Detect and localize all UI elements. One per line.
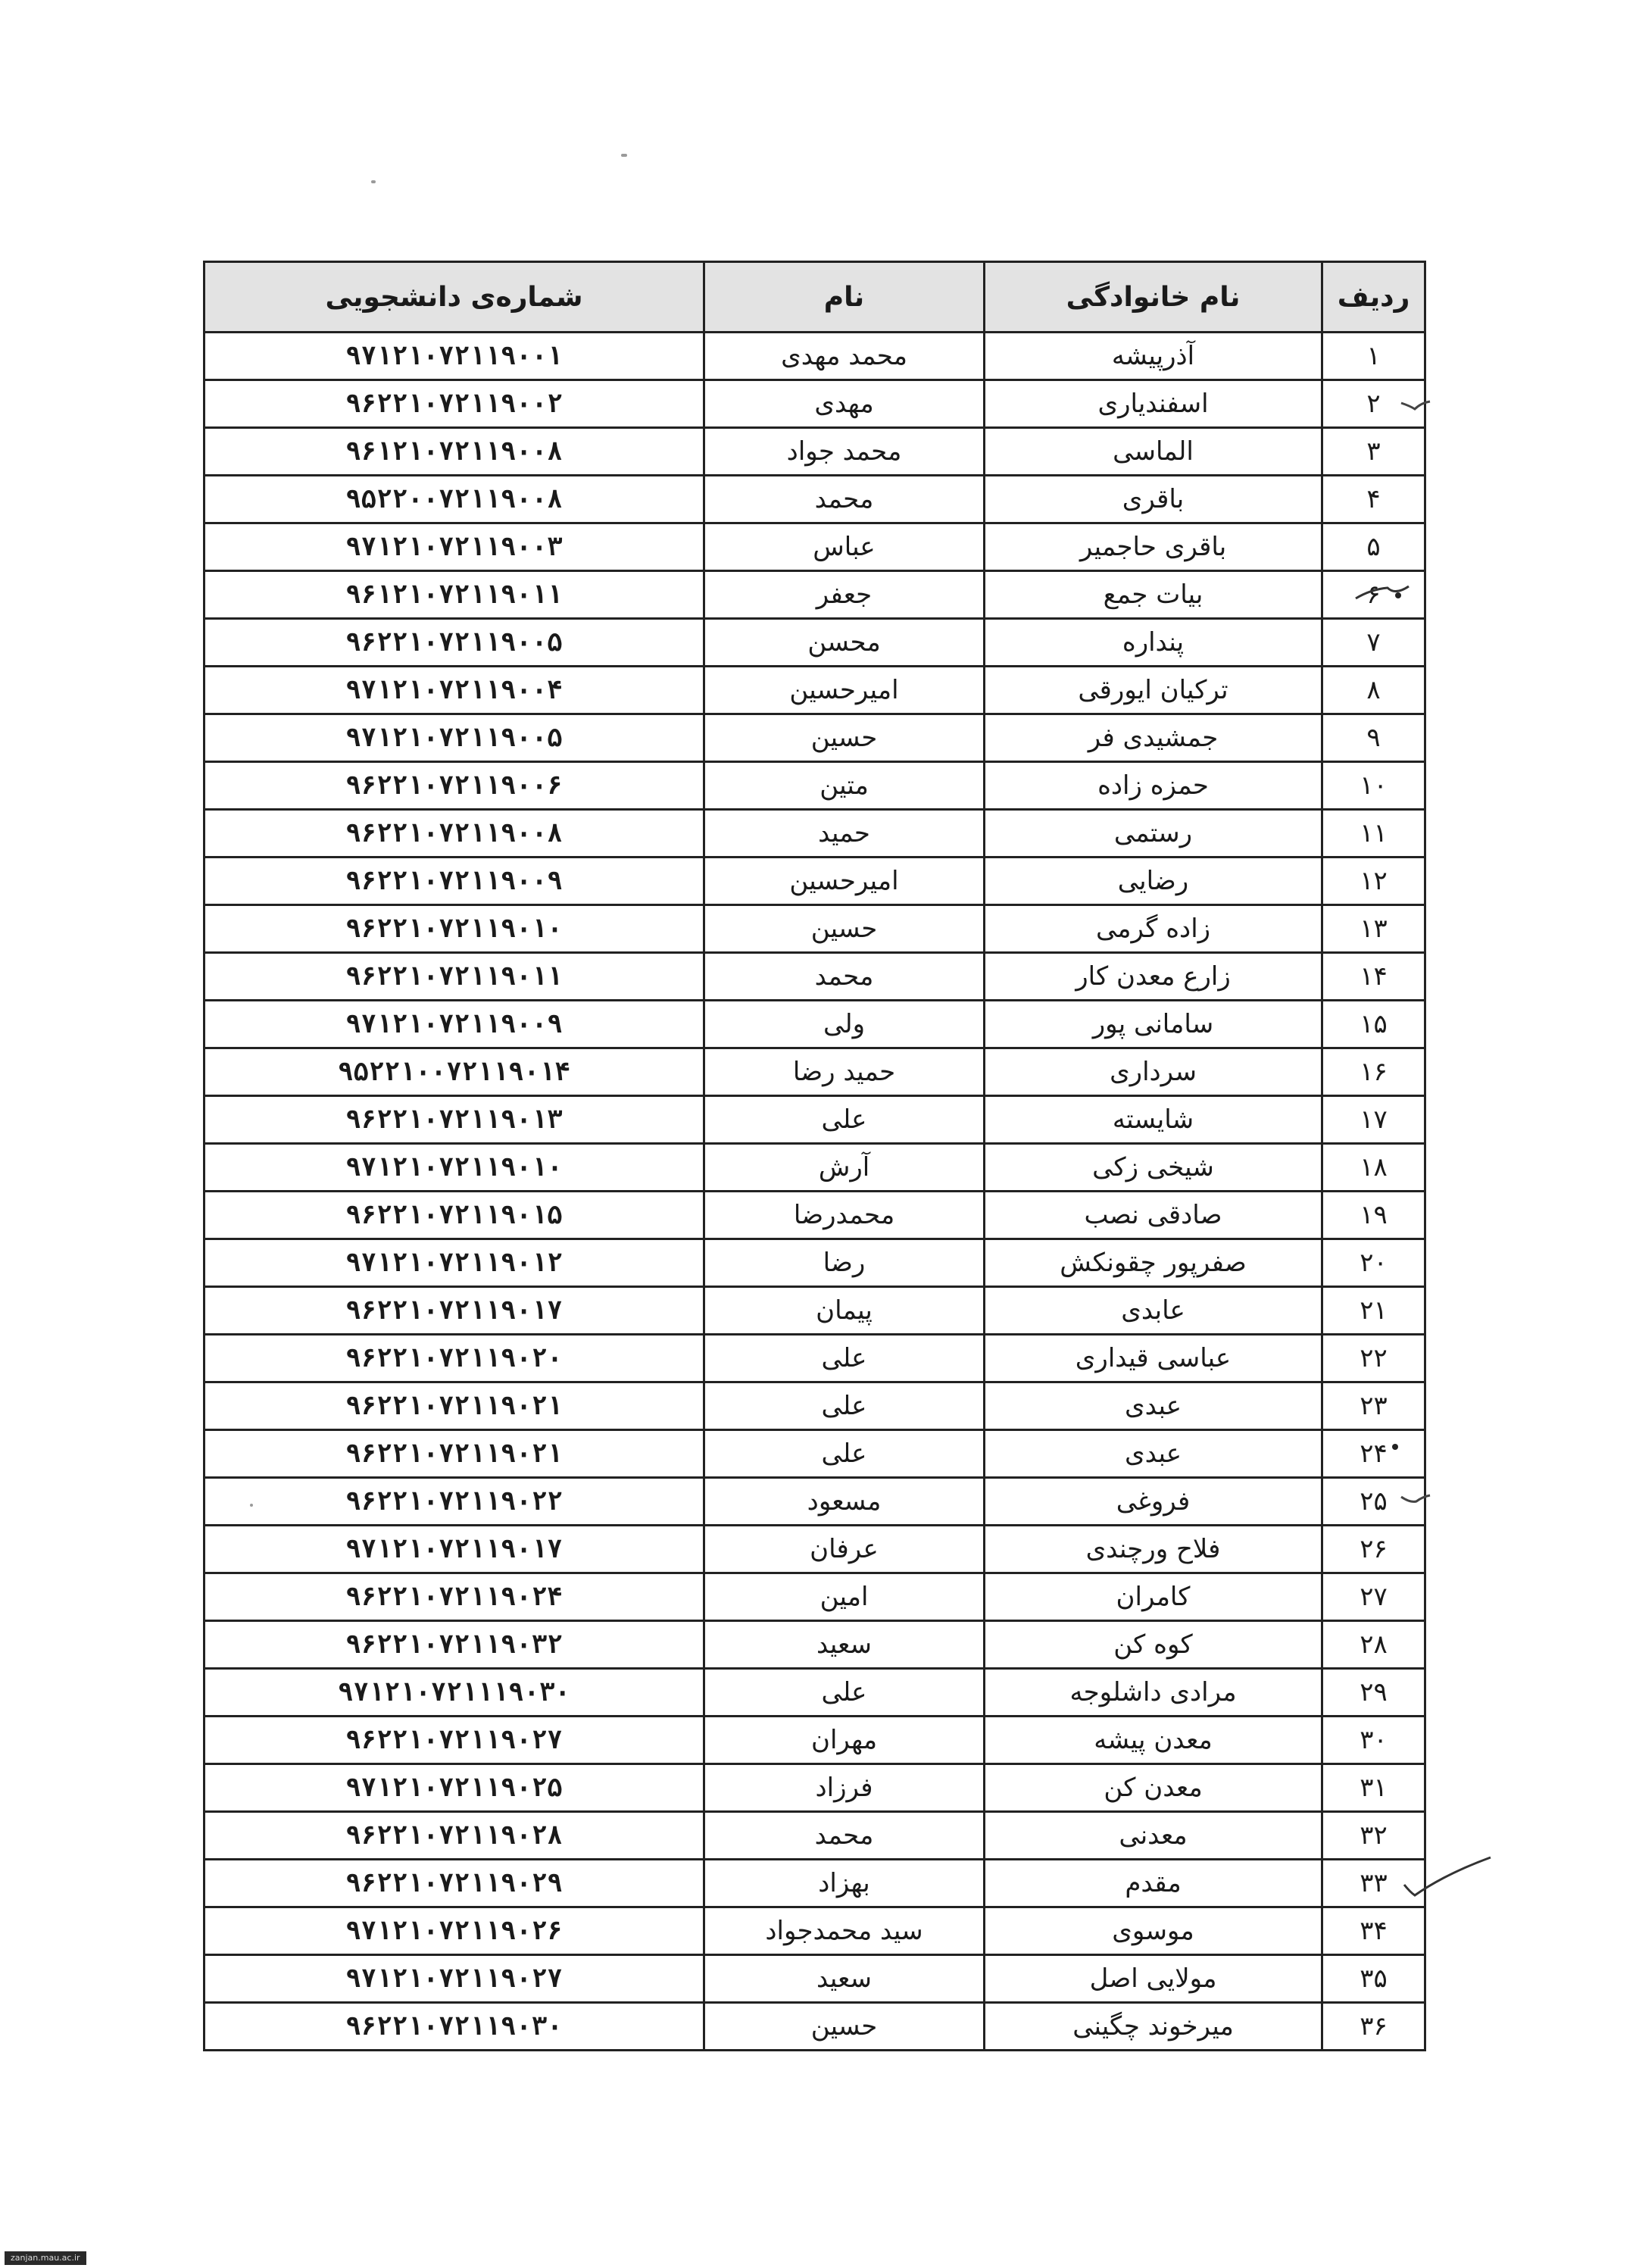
row-number-cell: ۳۲ [1322,1812,1425,1860]
row-number-cell: ۲۷ [1322,1573,1425,1621]
family-name-cell: صادقی نصب [985,1192,1322,1239]
table-row [204,523,1425,571]
student-id-cell: ۹۶۲۲۱۰۷۲۱۱۹۰۱۳ [204,1096,704,1144]
first-name-cell: سعید [704,1955,985,2003]
table-header-row [204,262,1425,333]
family-name-cell: رضایی [985,858,1322,905]
table-row [204,953,1425,1001]
family-name-cell: عابدی [985,1287,1322,1335]
table-row [204,1669,1425,1717]
table-row [204,1621,1425,1669]
row-number-cell: ۲۶ [1322,1526,1425,1573]
table-row [204,810,1425,858]
row-number-cell: ۲۵ [1322,1478,1425,1526]
student-id-cell: ۹۷۱۲۱۰۷۲۱۱۹۰۰۱ [204,333,704,380]
first-name-cell: علی [704,1382,985,1430]
family-name-cell: شیخی زکی [985,1144,1322,1192]
family-name-cell: کامران [985,1573,1322,1621]
table-row [204,1812,1425,1860]
table-row [204,380,1425,428]
row-number-cell: ۲۴ [1322,1430,1425,1478]
family-name-cell: موسوی [985,1907,1322,1955]
table-row [204,1239,1425,1287]
row-number-cell: ۲ [1322,380,1425,428]
table-row [204,1048,1425,1096]
first-name-cell: آرش [704,1144,985,1192]
first-name-cell: علی [704,1669,985,1717]
header-family-name: نام خانوادگی [985,262,1322,333]
scan-speck [621,154,627,157]
row-number-cell: ۱۴ [1322,953,1425,1001]
first-name-cell: متین [704,762,985,810]
table-row [204,1717,1425,1764]
row-number-cell: ۶ [1322,571,1425,619]
row-number-cell: ۹ [1322,714,1425,762]
row-number-cell: ۱۰ [1322,762,1425,810]
student-id-cell: ۹۷۱۲۱۰۷۲۱۱۹۰۱۰ [204,1144,704,1192]
student-id-cell: ۹۷۱۲۱۰۷۲۱۱۹۰۰۹ [204,1001,704,1048]
table-row [204,2003,1425,2051]
first-name-cell: محمد جواد [704,428,985,476]
student-id-cell: ۹۶۲۲۱۰۷۲۱۱۹۰۱۷ [204,1287,704,1335]
first-name-cell: سید محمدجواد [704,1907,985,1955]
first-name-cell: علی [704,1430,985,1478]
table-row [204,1382,1425,1430]
first-name-cell: امیرحسین [704,858,985,905]
student-id-cell: ۹۶۲۲۱۰۷۲۱۱۹۰۲۲ [204,1478,704,1526]
first-name-cell: محمد [704,476,985,523]
family-name-cell: سامانی پور [985,1001,1322,1048]
family-name-cell: سرداری [985,1048,1322,1096]
family-name-cell: باقری [985,476,1322,523]
student-id-cell: ۹۵۲۲۱۰۰۷۲۱۱۹۰۱۴ [204,1048,704,1096]
family-name-cell: الماسی [985,428,1322,476]
table-row [204,1573,1425,1621]
first-name-cell: حسین [704,2003,985,2051]
family-name-cell: فلاح ورچندی [985,1526,1322,1573]
table-row [204,476,1425,523]
student-id-cell: ۹۶۲۲۱۰۷۲۱۱۹۰۲۰ [204,1335,704,1382]
family-name-cell: زاده گرمی [985,905,1322,953]
student-id-cell: ۹۶۱۲۱۰۷۲۱۱۹۰۰۸ [204,428,704,476]
student-id-cell: ۹۵۲۲۰۰۷۲۱۱۹۰۰۸ [204,476,704,523]
table-row [204,619,1425,667]
student-id-cell: ۹۶۲۲۱۰۷۲۱۱۹۰۲۱ [204,1382,704,1430]
first-name-cell: جعفر [704,571,985,619]
table-row [204,905,1425,953]
family-name-cell: مقدم [985,1860,1322,1907]
table-row [204,667,1425,714]
table-row [204,1860,1425,1907]
table-row [204,762,1425,810]
student-id-cell: ۹۶۲۲۱۰۷۲۱۱۹۰۲۱ [204,1430,704,1478]
row-number-cell: ۱۸ [1322,1144,1425,1192]
row-number-cell: ۳۶ [1322,2003,1425,2051]
row-number-cell: ۵ [1322,523,1425,571]
scan-speck [371,180,376,183]
student-id-cell: ۹۷۱۲۱۰۷۲۱۱۹۰۱۲ [204,1239,704,1287]
family-name-cell: شایسته [985,1096,1322,1144]
row-number-cell: ۱۶ [1322,1048,1425,1096]
student-id-cell: ۹۶۲۲۱۰۷۲۱۱۹۰۰۵ [204,619,704,667]
family-name-cell: معدن پیشه [985,1717,1322,1764]
student-id-cell: ۹۷۱۲۱۰۷۲۱۱۹۰۰۳ [204,523,704,571]
student-id-cell: ۹۷۱۲۱۰۷۲۱۱۹۰۲۶ [204,1907,704,1955]
first-name-cell: عباس [704,523,985,571]
student-id-cell: ۹۶۲۲۱۰۷۲۱۱۹۰۰۹ [204,858,704,905]
student-id-cell: ۹۶۲۲۱۰۷۲۱۱۹۰۰۲ [204,380,704,428]
family-name-cell: جمشیدی فر [985,714,1322,762]
row-number-cell: ۳۴ [1322,1907,1425,1955]
family-name-cell: عباسی قیداری [985,1335,1322,1382]
row-number-cell: ۷ [1322,619,1425,667]
first-name-cell: امیرحسین [704,667,985,714]
family-name-cell: عبدی [985,1430,1322,1478]
row-number-cell: ۲۳ [1322,1382,1425,1430]
first-name-cell: محمد [704,953,985,1001]
table-row [204,1430,1425,1478]
student-id-cell: ۹۶۲۲۱۰۷۲۱۱۹۰۲۷ [204,1717,704,1764]
table-body [204,333,1425,2051]
row-number-cell: ۳ [1322,428,1425,476]
first-name-cell: بهزاد [704,1860,985,1907]
row-number-cell: ۲۹ [1322,1669,1425,1717]
student-id-cell: ۹۷۱۲۱۰۷۲۱۱۹۰۱۷ [204,1526,704,1573]
table-row [204,1144,1425,1192]
family-name-cell: صفرپور چقونکش [985,1239,1322,1287]
first-name-cell: مهدی [704,380,985,428]
first-name-cell: حسین [704,714,985,762]
family-name-cell: مرادی داشلوجه [985,1669,1322,1717]
student-id-cell: ۹۶۱۲۱۰۷۲۱۱۹۰۱۱ [204,571,704,619]
row-number-cell: ۱ [1322,333,1425,380]
table-row [204,1335,1425,1382]
family-name-cell: رستمی [985,810,1322,858]
first-name-cell: محمد [704,1812,985,1860]
table-row [204,1096,1425,1144]
family-name-cell: فروغی [985,1478,1322,1526]
first-name-cell: پیمان [704,1287,985,1335]
first-name-cell: حمید [704,810,985,858]
table-row [204,1526,1425,1573]
family-name-cell: مولایی اصل [985,1955,1322,2003]
family-name-cell: بیات جمع [985,571,1322,619]
student-id-cell: ۹۷۱۲۱۰۷۲۱۱۱۹۰۳۰ [204,1669,704,1717]
row-number-cell: ۲۱ [1322,1287,1425,1335]
site-watermark-logo: zanjan.mau.ac.ir [5,2251,86,2265]
row-number-cell: ۱۷ [1322,1096,1425,1144]
table-row [204,858,1425,905]
first-name-cell: علی [704,1096,985,1144]
student-id-cell: ۹۷۱۲۱۰۷۲۱۱۹۰۰۵ [204,714,704,762]
first-name-cell: محمدرضا [704,1192,985,1239]
table-row [204,1192,1425,1239]
student-id-cell: ۹۶۲۲۱۰۷۲۱۱۹۰۰۸ [204,810,704,858]
family-name-cell: حمزه زاده [985,762,1322,810]
family-name-cell: عبدی [985,1382,1322,1430]
row-number-cell: ۴ [1322,476,1425,523]
row-number-cell: ۱۳ [1322,905,1425,953]
family-name-cell: پنداره [985,619,1322,667]
first-name-cell: سعید [704,1621,985,1669]
first-name-cell: محسن [704,619,985,667]
student-id-cell: ۹۶۲۲۱۰۷۲۱۱۹۰۱۰ [204,905,704,953]
student-id-cell: ۹۷۱۲۱۰۷۲۱۱۹۰۲۵ [204,1764,704,1812]
first-name-cell: مسعود [704,1478,985,1526]
table-row [204,1478,1425,1526]
row-number-cell: ۲۲ [1322,1335,1425,1382]
first-name-cell: عرفان [704,1526,985,1573]
student-id-cell: ۹۶۲۲۱۰۷۲۱۱۹۰۰۶ [204,762,704,810]
first-name-cell: ولی [704,1001,985,1048]
student-id-cell: ۹۶۲۲۱۰۷۲۱۱۹۰۲۸ [204,1812,704,1860]
table-row [204,1764,1425,1812]
student-id-cell: ۹۶۲۲۱۰۷۲۱۱۹۰۲۴ [204,1573,704,1621]
student-id-cell: ۹۶۲۲۱۰۷۲۱۱۹۰۳۰ [204,2003,704,2051]
row-number-cell: ۳۳ [1322,1860,1425,1907]
row-number-cell: ۱۹ [1322,1192,1425,1239]
first-name-cell: فرزاد [704,1764,985,1812]
family-name-cell: میرخوند چگینی [985,2003,1322,2051]
table-row [204,571,1425,619]
first-name-cell: محمد مهدی [704,333,985,380]
header-student-id: شماره‌ی دانشجویی [204,262,704,333]
header-first-name: نام [704,262,985,333]
student-id-cell: ۹۶۲۲۱۰۷۲۱۱۹۰۱۱ [204,953,704,1001]
table-row [204,714,1425,762]
family-name-cell: معدن کن [985,1764,1322,1812]
table-row [204,333,1425,380]
student-id-cell: ۹۶۲۲۱۰۷۲۱۱۹۰۲۹ [204,1860,704,1907]
table-row [204,1001,1425,1048]
row-number-cell: ۸ [1322,667,1425,714]
header-row-number: ردیف [1322,262,1425,333]
family-name-cell: باقری حاجمیر [985,523,1322,571]
table-row [204,428,1425,476]
row-number-cell: ۱۱ [1322,810,1425,858]
student-id-cell: ۹۷۱۲۱۰۷۲۱۱۹۰۰۴ [204,667,704,714]
family-name-cell: آذرپیشه [985,333,1322,380]
table-row [204,1955,1425,2003]
first-name-cell: رضا [704,1239,985,1287]
row-number-cell: ۳۱ [1322,1764,1425,1812]
table-row [204,1907,1425,1955]
table-row [204,1287,1425,1335]
family-name-cell: اسفندیاری [985,380,1322,428]
family-name-cell: ترکیان ایورقی [985,667,1322,714]
family-name-cell: کوه کن [985,1621,1322,1669]
student-roster-table [203,261,1426,2051]
student-id-cell: ۹۶۲۲۱۰۷۲۱۱۹۰۳۲ [204,1621,704,1669]
family-name-cell: زارع معدن کار [985,953,1322,1001]
row-number-cell: ۳۵ [1322,1955,1425,2003]
row-number-cell: ۱۲ [1322,858,1425,905]
row-number-cell: ۳۰ [1322,1717,1425,1764]
first-name-cell: امین [704,1573,985,1621]
family-name-cell: معدنی [985,1812,1322,1860]
student-id-cell: ۹۶۲۲۱۰۷۲۱۱۹۰۱۵ [204,1192,704,1239]
student-id-cell: ۹۷۱۲۱۰۷۲۱۱۹۰۲۷ [204,1955,704,2003]
row-number-cell: ۲۰ [1322,1239,1425,1287]
row-number-cell: ۲۸ [1322,1621,1425,1669]
first-name-cell: مهران [704,1717,985,1764]
first-name-cell: حسین [704,905,985,953]
first-name-cell: حمید رضا [704,1048,985,1096]
first-name-cell: علی [704,1335,985,1382]
row-number-cell: ۱۵ [1322,1001,1425,1048]
